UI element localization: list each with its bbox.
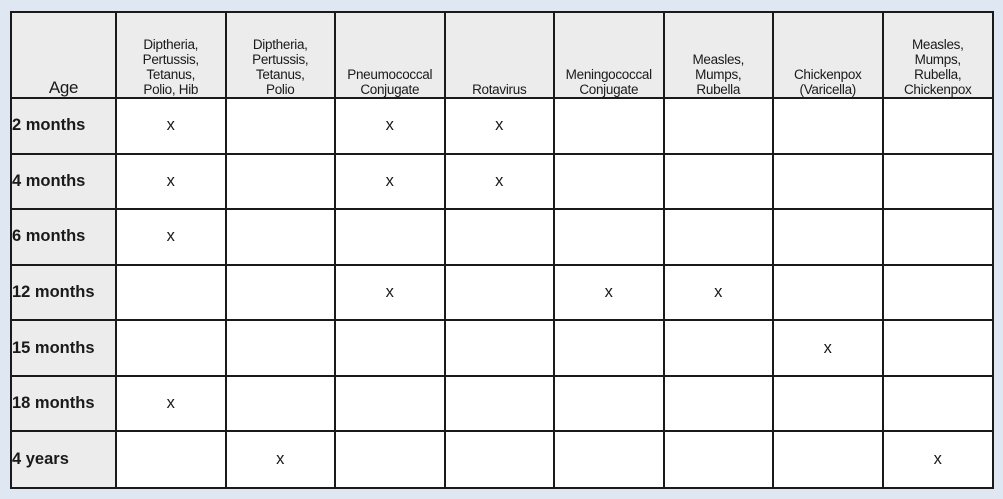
schedule-cell (554, 98, 664, 154)
schedule-cell: x (116, 154, 226, 210)
vaccine-header-line: Diptheria, (252, 37, 308, 52)
schedule-cell: x (335, 98, 445, 154)
schedule-cell: x (445, 154, 555, 210)
vaccine-column-header (664, 13, 774, 98)
vaccine-header-line: Chickenpox (903, 82, 972, 97)
vaccine-header-line: Conjugate (360, 82, 420, 97)
table-row (12, 265, 992, 321)
schedule-cell (883, 98, 993, 154)
vaccine-header-line: Rubella, (914, 67, 962, 82)
vaccine-column-header (773, 13, 883, 98)
schedule-cell (554, 320, 664, 376)
schedule-cell (773, 209, 883, 265)
schedule-cell (664, 154, 774, 210)
schedule-cell: x (773, 320, 883, 376)
schedule-cell: x (226, 431, 336, 487)
age-column-header: Age (12, 13, 116, 98)
schedule-cell: x (883, 431, 993, 487)
vaccine-header-line: Polio, Hib (143, 82, 199, 97)
schedule-cell (554, 376, 664, 432)
schedule-cell (554, 209, 664, 265)
vaccine-column-header (554, 13, 664, 98)
schedule-cell (226, 376, 336, 432)
table-row (12, 431, 992, 487)
schedule-cell (335, 431, 445, 487)
schedule-cell (773, 376, 883, 432)
schedule-cell (445, 209, 555, 265)
schedule-cell: x (335, 265, 445, 321)
schedule-cell (226, 98, 336, 154)
table-row (12, 209, 992, 265)
schedule-cell (116, 320, 226, 376)
vaccine-header-line: Tetanus, (146, 67, 196, 82)
vaccine-header-line: Chickenpox (793, 67, 862, 82)
vaccine-column-header (445, 13, 555, 98)
vaccine-header-line: Rotavirus (472, 82, 527, 97)
schedule-cell (664, 431, 774, 487)
age-cell: 4 years (12, 431, 116, 487)
age-cell: 18 months (12, 376, 116, 432)
table-body (12, 98, 992, 487)
schedule-cell: x (445, 98, 555, 154)
table-header (12, 13, 992, 98)
schedule-cell (445, 431, 555, 487)
vaccine-header-line: Tetanus, (255, 67, 305, 82)
schedule-cell (773, 154, 883, 210)
schedule-cell (445, 265, 555, 321)
header-row (12, 13, 992, 98)
vaccine-header-line: Mumps, (914, 52, 961, 67)
vaccine-column-header (335, 13, 445, 98)
age-cell: 4 months (12, 154, 116, 210)
schedule-cell (664, 376, 774, 432)
vaccine-header-line: Rubella (696, 82, 741, 97)
schedule-cell (883, 209, 993, 265)
vaccine-header-line: Measles, (911, 37, 964, 52)
vaccine-header-line: (Varicella) (799, 82, 856, 97)
schedule-cell (773, 98, 883, 154)
vaccine-header-line: Mumps, (695, 67, 742, 82)
vaccine-header-line: Diptheria, (143, 37, 199, 52)
schedule-cell: x (335, 154, 445, 210)
schedule-cell (335, 320, 445, 376)
vaccine-header-line: Pertussis, (252, 52, 309, 67)
table-row (12, 154, 992, 210)
schedule-cell (226, 265, 336, 321)
schedule-cell (883, 265, 993, 321)
schedule-cell (883, 154, 993, 210)
age-cell: 2 months (12, 98, 116, 154)
vaccine-header-line: Polio (265, 82, 295, 97)
schedule-cell (445, 376, 555, 432)
schedule-cell (664, 320, 774, 376)
schedule-cell: x (554, 265, 664, 321)
vaccine-column-header (883, 13, 993, 98)
schedule-cell (554, 431, 664, 487)
schedule-cell (664, 98, 774, 154)
vaccine-header-line: Conjugate (579, 82, 639, 97)
schedule-cell (116, 431, 226, 487)
table-row (12, 320, 992, 376)
schedule-cell: x (116, 98, 226, 154)
schedule-frame (10, 11, 994, 489)
schedule-cell (773, 265, 883, 321)
schedule-cell (883, 320, 993, 376)
vaccine-column-header (116, 13, 226, 98)
schedule-cell (773, 431, 883, 487)
schedule-cell (554, 154, 664, 210)
vaccine-header-line: Pertussis, (142, 52, 199, 67)
schedule-cell (335, 209, 445, 265)
vaccine-column-header (226, 13, 336, 98)
schedule-cell: x (116, 376, 226, 432)
schedule-cell (883, 376, 993, 432)
vaccine-header-line: Measles, (692, 52, 745, 67)
schedule-cell (664, 209, 774, 265)
vaccination-schedule-table (12, 13, 992, 487)
vaccine-header-line: Meningococcal (565, 67, 652, 82)
schedule-cell (226, 209, 336, 265)
vaccine-header-line: Pneumococcal (347, 67, 433, 82)
age-cell: 15 months (12, 320, 116, 376)
age-cell: 12 months (12, 265, 116, 321)
schedule-cell (335, 376, 445, 432)
age-cell: 6 months (12, 209, 116, 265)
table-row (12, 376, 992, 432)
schedule-cell (445, 320, 555, 376)
schedule-cell: x (116, 209, 226, 265)
schedule-cell: x (664, 265, 774, 321)
table-row (12, 98, 992, 154)
schedule-cell (226, 320, 336, 376)
schedule-cell (116, 265, 226, 321)
schedule-cell (226, 154, 336, 210)
